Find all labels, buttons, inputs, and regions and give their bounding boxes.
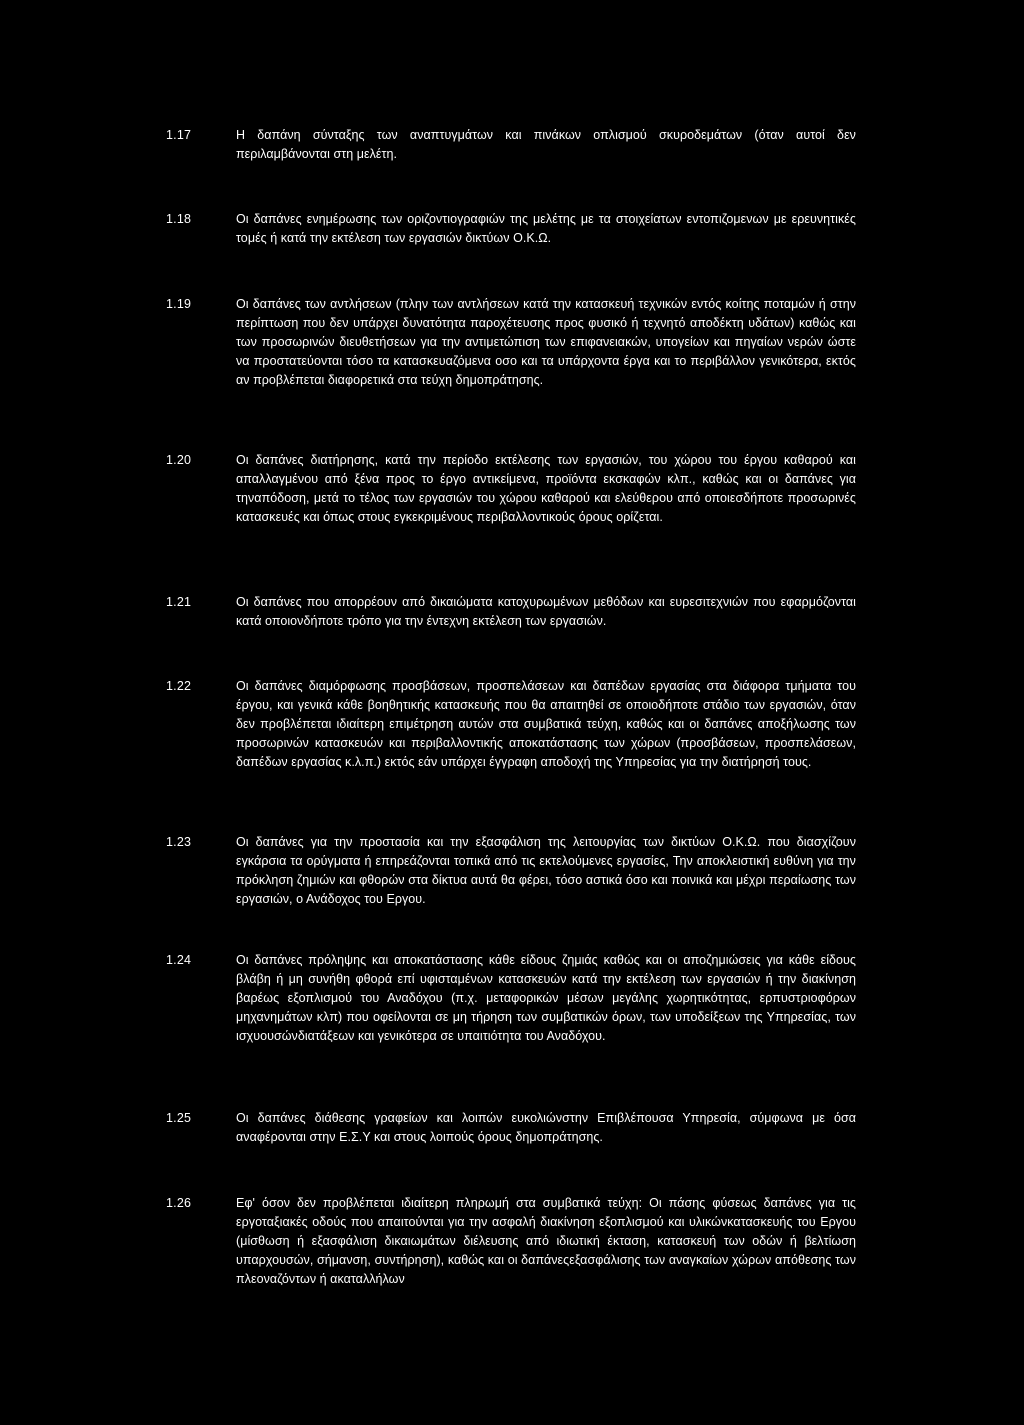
clause-text: Οι δαπάνες διαμόρφωσης προσβάσεων, προσπελάσεων και δαπέδων εργασίας στα διάφορα τμήματα του έργου, και γενικά κάθε βοηθητικής κατασκευής που θα απαιτηθεί σε οποιοδήποτε στάδιο των εργασιών, όταν δεν προβλέπεται ιδιαίτερη επιμέτρηση αυτών στα συμβατικά τεύχη, καθώς και οι δαπάνες αποξήλωσης των προσωρινών κατασκευών και περιβαλλοντικής αποκατάστασης των χώρων (προσβάσεων, προσπελάσεων, δαπέδων εργασίας κ.λ.π.) εκτός εάν υπάρχει έγγραφη αποδοχή της Υπηρεσίας για την διατήρησή τους. [236, 679, 856, 769]
clause-number: 1.26 [166, 1196, 192, 1210]
clause-text: Οι δαπάνες πρόληψης και αποκατάστασης κάθε είδους ζημιάς καθώς και οι αποζημιώσεις για κάθε είδους βλάβη ή μη συνήθη φθορά επί υφισταμένων κατασκευών κατά την εκτέλεση των εργασιών ή την διακίνηση βαρέως εξοπλισμού του Αναδόχου (π.χ. μεταφορικών μέσων μεγάλης χωρητικότητας, ερπυστριοφόρων μηχανημάτων κλπ) που οφείλονται σε μη τήρηση των συμβατικών όρων, των υποδείξεων της Υπηρεσίας, των ισχυουσώνδιατάξεων και γενικότερα σε υπαιτιότητα του Αναδόχου. [236, 953, 856, 1043]
clause-text: Οι δαπάνες διατήρησης, κατά την περίοδο εκτέλεσης των εργασιών, του χώρου του έργου καθαρού και απαλλαγμένου από ξένα προς το έργο αντικείμενα, προϊόντα εκσκαφών κλπ., καθώς και οι δαπάνες για τηναπόδοση, μετά το τέλος των εργασιών του χώρου καθαρού και ελεύθερου από οποιεσδήποτε προσωρινές κατασκευές και όπως στους εγκεκριμένους περιβαλλοντικούς όρους ορίζεται. [236, 453, 856, 524]
clause-text: Οι δαπάνες των αντλήσεων (πλην των αντλήσεων κατά την κατασκευή τεχνικών εντός κοίτης ποταμών ή στην περίπτωση που δεν υπάρχει δυνατότητα παροχέτευσης προς φυσικό ή τεχνητό αποδέκτη υδάτων) καθώς και των προσωρινών διευθετήσεων για την αντιμετώπιση των επιφανειακών, υπογείων και πηγαίων νερών ώστε να προστατεύονται τόσο τα κατασκευαζόμενα οσο και τα υπάρχοντα έργα και το περιβάλλον γενικότερα, εκτός αν προβλέπεται διαφορετικά στα τεύχη δημοπράτησης. [236, 297, 856, 387]
clause-text: Οι δαπάνες διάθεσης γραφείων και λοιπών ευκολιώνστην Επιβλέπουσα Υπηρεσία, σύμφωνα με όσα αναφέρονται στην Ε.Σ.Υ και στους λοιπούς όρους δημοπράτησης. [236, 1111, 856, 1144]
clause-number: 1.19 [166, 297, 192, 311]
clause-number: 1.20 [166, 453, 192, 467]
clause-text: Η δαπάνη σύνταξης των αναπτυγμάτων και πινάκων οπλισμού σκυροδεμάτων (όταν αυτοί δεν περιλαμβάνονται στη μελέτη. [236, 128, 856, 161]
clause-number: 1.25 [166, 1111, 192, 1125]
clause-number: 1.21 [166, 595, 192, 609]
clause-text: Οι δαπάνες ενημέρωσης των οριζοντιογραφιών της μελέτης με τα στοιχείατων εντοπιζομενων με ερευνητικές τομές ή κατά την εκτέλεση των εργασιών δικτύων Ο.Κ.Ω. [236, 212, 856, 245]
clause-text: Οι δαπάνες για την προστασία και την εξασφάλιση της λειτουργίας των δικτύων Ο.Κ.Ω. που διασχίζουν εγκάρσια τα ορύγματα ή επηρεάζονται τοπικά από τις εκτελούμενες εργασίες, Την αποκλειστική ευθύνη για την πρόκληση ζημιών και φθορών στα δίκτυα αυτά θα φέρει, τόσο αστικά όσο και ποινικά και μέχρι περαίωσης των εργασιών, ο Ανάδοχος του Εργου. [236, 835, 856, 906]
clause-text: Οι δαπάνες που απορρέουν από δικαιώματα κατοχυρωμένων μεθόδων και ευρεσιτεχνιών που εφαρμόζονται κατά οποιονδήποτε τρόπο για την έντεχνη εκτέλεση των εργασιών. [236, 595, 856, 628]
clause-text: Εφ' όσον δεν προβλέπεται ιδιαίτερη πληρωμή στα συμβατικά τεύχη: Οι πάσης φύσεως δαπάνες για τις εργοταξιακές οδούς που απαιτούνται για την ασφαλή διακίνηση εξοπλισμού και υλικώνκατασκευής του Εργου (μίσθωση ή εξασφάλιση δικαιωμάτων διέλευσης από ιδιωτική έκταση, κατασκευή των οδών ή βελτίωση υπαρχουσών, σήμανση, συντήρηση), καθώς και οι δαπάνεςεξασφάλισης των αναγκαίων χώρων απόθεσης των πλεοναζόντων ή ακαταλλήλων [236, 1196, 856, 1286]
clause-number: 1.22 [166, 679, 192, 693]
clause-number: 1.23 [166, 835, 192, 849]
clause-number: 1.17 [166, 128, 192, 142]
clause-number: 1.24 [166, 953, 192, 967]
clause-number: 1.18 [166, 212, 192, 226]
